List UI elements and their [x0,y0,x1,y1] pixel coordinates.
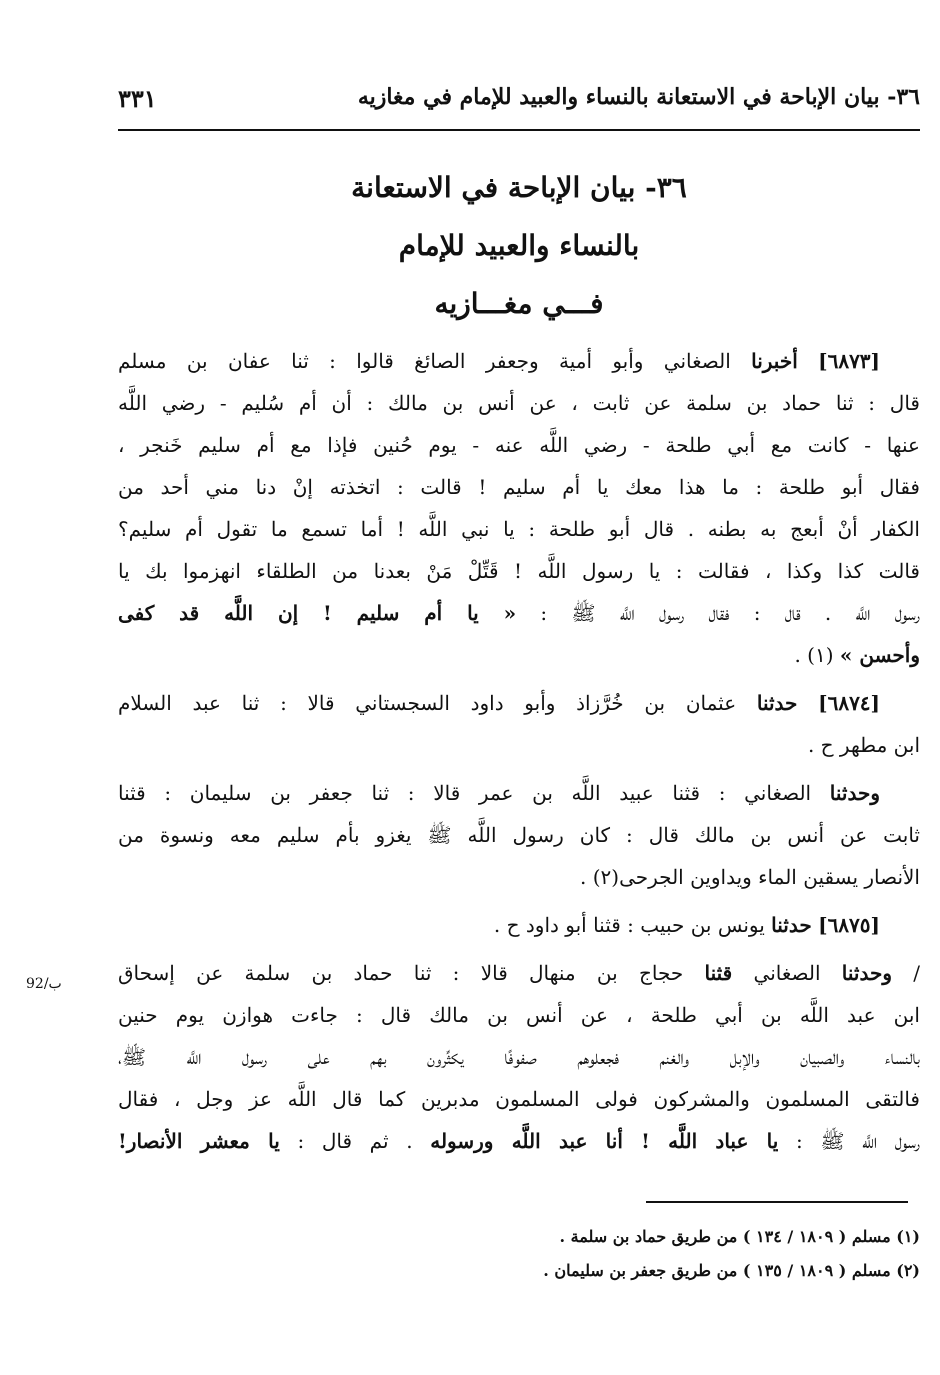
narration-keyword: حدثنا [756,691,798,715]
hadith-6874b-line-1 [118,772,920,814]
hadith-6875b-line-1 [118,952,920,994]
narration-text: يونس بن حبيب : قثنا أبو داود ح . [493,913,765,937]
manuscript-folio-note: 92/ب [26,976,62,992]
chapter-title [118,165,920,339]
hadith-6875b-line-3: بالنساء والصبيان والإبل والغنم فجعلوهم صفوفًا يكثِّرون بهم على رسول اللَّه ﷺ، [118,1045,920,1069]
hadith-6875b-line-5 [118,1120,920,1162]
hadith-6873-line-2: قال : ثنا حماد بن سلمة عن ثابت ، عن أنس بن مالك : أن أم سُليم - رضي اللَّه [118,391,920,415]
chapter-title-line-2: بالنساء والعبيد للإمام [398,229,640,262]
footnote-1: (١) مسلم ( ١٨٠٩ / ١٣٤ ) من طريق حماد بن سلمة . [559,1227,920,1246]
chapter-title-line-3: فـــي مغـــازيه [434,287,604,320]
narration-text: رسول اللَّه ﷺ : [795,1129,921,1153]
narration-keyword: أخبرنا [751,349,798,373]
hadith-6875-line-1 [118,904,920,946]
prophetic-quote: يا عباد اللَّه ! أنا عبد اللَّه ورسوله [430,1129,779,1153]
footnotes [118,1220,920,1288]
hadith-number: [٦٨٧٥] [818,913,880,937]
chapter-title-line-1: ٣٦- بيان الإباحة في الاستعانة [351,171,687,204]
hadith-6874b-line-2: ثابت عن أنس بن مالك قال : كان رسول اللَّه ﷺ يغزو بأم سليم معه ونسوة من [118,823,920,847]
narration-text: حجاج بن منهال قالا : ثنا حماد بن سلمة عن إسحاق [118,961,684,985]
hadith-6873-line-4: فقال أبو طلحة : ما هذا معك يا أم سليم ! قالت : اتخذته إنْ دنا مني أحد من [118,475,920,499]
narration-keyword: وحدثنا [841,961,893,985]
hadith-6873-line-5: الكفار أنْ أبعج به بطنه . قال أبو طلحة : يا نبي اللَّه ! أما تسمع ما تقول أم سليم؟ [118,517,920,541]
prophetic-quote: يا معشر الأنصار! [118,1129,280,1153]
hadith-6873-line-8 [118,634,920,676]
narration-text: . ثم قال : [297,1129,413,1153]
narration-text: الصغاني وأبو أمية وجعفر الصائغ قالوا : ثنا عفان بن مسلم [118,349,731,373]
page-number: ٣٣١ [118,84,157,113]
hadith-6873-line-7 [118,592,920,634]
running-header [118,84,920,124]
footnote-ref: (١) . [794,643,834,667]
header-rule [118,129,920,131]
hadith-number: [٦٨٧٣] [818,349,881,373]
body-text [118,340,920,1162]
hadith-6874b-line-3: الأنصار يسقين الماء ويداوين الجرحى(٢) . [580,865,920,889]
footnote-2: (٢) مسلم ( ١٨٠٩ / ١٣٥ ) من طريق جعفر بن سليمان . [543,1261,920,1280]
hadith-6875b-line-4: فالتقى المسلمون والمشركون فولى المسلمون مدبرين كما قال اللَّه عز وجل ، فقال [118,1087,920,1111]
hadith-6874-line-2: ابن مطهر ح . [807,733,920,757]
narration-text: الصغاني : قثنا عبيد اللَّه بن عمر قالا : ثنا جعفر بن سليمان : قثنا [118,781,812,805]
hadith-6875b-line-2: ابن عبد اللَّه بن أبي طلحة ، عن أنس بن مالك قال : جاءت هوازن يوم حنين [118,1003,920,1027]
hadith-6873-line-6: قالت كذا وكذا ، فقالت : يا رسول اللَّه ! قَتِّلْ مَنْ بعدنا من الطلقاء انهزموا بك يا [118,559,920,583]
narration-text: رسول اللَّه . قال : فقال رسول اللَّه ﷺ : [540,601,920,625]
hadith-6874-line-1 [118,682,920,724]
narration-keyword: قثنا [704,961,733,985]
prophetic-quote: وأحسن » [839,643,920,667]
narration-keyword: حدثنا [771,913,812,937]
footnote-rule [646,1201,908,1203]
hadith-number: [٦٨٧٤] [818,691,881,715]
hadith-6873-line-3: عنها - كانت مع أبي طلحة - رضي اللَّه عنه - يوم حُنين فإذا مع أم سليم خَنجر ، [118,433,920,457]
prophetic-quote: « يا أم سليم ! إن اللَّه قد كفى [118,601,517,625]
narration-text: عثمان بن خُرَّزاذ وأبو داود السجستاني قالا : ثنا عبد السلام [118,691,737,715]
running-title: ٣٦- بيان الإباحة في الاستعانة بالنساء والعبيد للإمام في مغازيه [357,84,920,110]
narration-keyword: وحدثنا [829,781,881,805]
hadith-6873-line-1 [118,340,920,382]
folio-marker: / [913,961,921,985]
narration-text: الصغاني [753,961,821,985]
